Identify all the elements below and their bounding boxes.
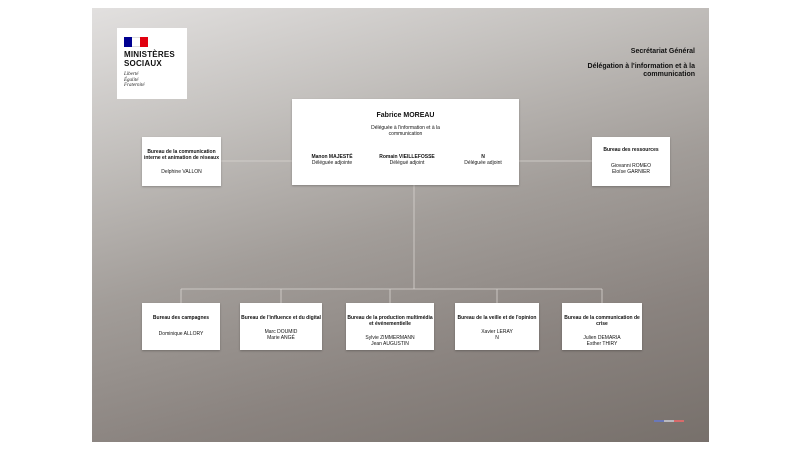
bureau-staff: Dominique ALLORY bbox=[158, 331, 204, 337]
bureau-crisis-communication bbox=[562, 303, 642, 350]
delegation-head-box bbox=[292, 99, 519, 185]
header-secretariat: Secrétariat Général bbox=[630, 48, 695, 55]
bureau-title: Bureau des campagnes bbox=[152, 315, 210, 321]
logo-motto: Liberté Égalité Fraternité bbox=[124, 72, 145, 89]
header-delegation: Délégation à l'information et à la communication bbox=[587, 63, 695, 78]
bureau-watch-opinion bbox=[455, 303, 539, 350]
bureau-staff: Julien DEMARIA Esther THIRY bbox=[583, 335, 621, 347]
bureau-internal-communication bbox=[142, 137, 221, 186]
logo-title: MINISTÈRES SOCIAUX bbox=[124, 50, 175, 68]
bureau-staff: Xavier LERAY N bbox=[481, 329, 513, 341]
org-chart-slide bbox=[92, 8, 709, 442]
french-flag-icon bbox=[124, 37, 148, 47]
header-text bbox=[555, 48, 695, 79]
bureau-title: Bureau de la communication interne et animation de réseaux bbox=[143, 149, 220, 161]
bureau-title: Bureau de la veille et de l'opinion bbox=[457, 315, 537, 321]
footer-tricolor-mark bbox=[654, 420, 684, 422]
bureau-title: Bureau des ressources bbox=[603, 147, 659, 153]
bureau-multimedia-production bbox=[346, 303, 434, 350]
chief-name: Fabrice MOREAU bbox=[376, 112, 435, 119]
bureau-staff: Sylvie ZIMMERMANN Jean AUGUSTIN bbox=[365, 335, 415, 347]
chief-role: Déléguée à l'information et à la communication bbox=[371, 125, 440, 137]
bureau-influence-digital bbox=[240, 303, 322, 350]
bureau-campaigns bbox=[142, 303, 220, 350]
bureau-staff: Marc DOUMID Marie ANGÉ bbox=[264, 329, 298, 341]
deputy-2: Romain VIEILLEFOSSE Délégué adjoint bbox=[379, 154, 435, 166]
deputy-3: N Déléguée adjoint bbox=[464, 154, 502, 166]
ministry-logo bbox=[117, 28, 187, 99]
bureau-title: Bureau de la production multimédia et événementielle bbox=[347, 315, 433, 327]
bureau-title: Bureau de la communication de crise bbox=[564, 315, 640, 327]
bureau-resources bbox=[592, 137, 670, 186]
bureau-title: Bureau de l'influence et du digital bbox=[241, 315, 321, 321]
deputy-1: Manon MAJESTÉ Déléguée adjointe bbox=[311, 154, 353, 166]
bureau-staff: Delphine VALLON bbox=[161, 169, 202, 175]
bureau-staff: Giovanni ROMEO Eloïse GARNIER bbox=[610, 163, 651, 175]
